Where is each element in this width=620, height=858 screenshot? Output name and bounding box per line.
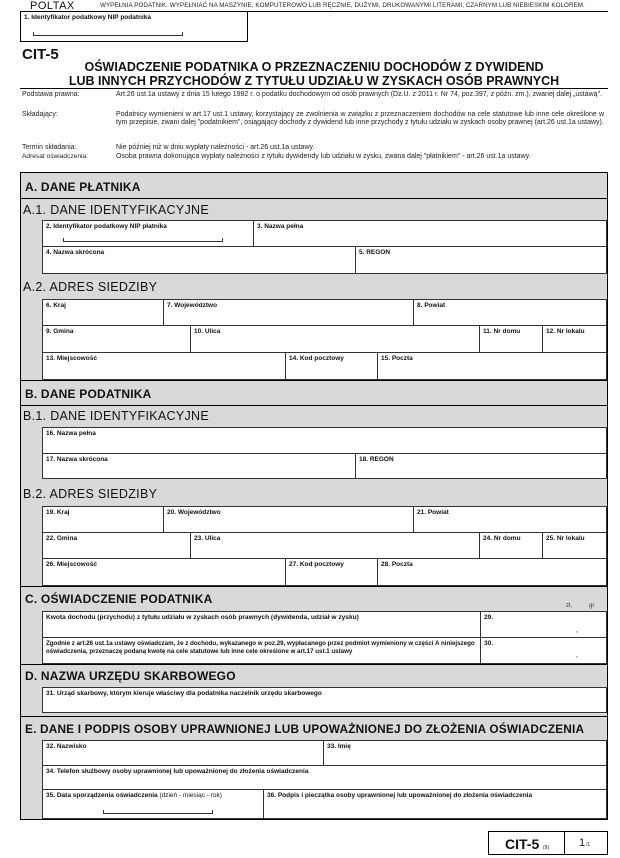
nip-input-ticks bbox=[33, 32, 183, 36]
date-field[interactable] bbox=[43, 790, 263, 818]
decimal-comma: , bbox=[576, 652, 578, 659]
payer-street-label: 10. Ulica bbox=[194, 328, 221, 335]
taxpayer-house-no-field[interactable] bbox=[479, 533, 542, 558]
phone-label: 34. Telefon służbowy osoby uprawnionej lub upoważnionej do złożenia oświadczenia bbox=[46, 768, 309, 775]
form-code: CIT-5 bbox=[22, 46, 59, 63]
section-b1-title: B.1. DANE IDENTYFIKACYJNE bbox=[23, 409, 210, 423]
taxpayer-full-name-field[interactable] bbox=[43, 428, 606, 453]
payer-postal-code-label: 14. Kod pocztowy bbox=[289, 355, 344, 362]
taxpayer-street-field[interactable] bbox=[190, 533, 479, 558]
payer-regon-label: 5. REGON bbox=[359, 249, 391, 256]
taxpayer-province-field[interactable] bbox=[163, 507, 413, 532]
divider bbox=[21, 664, 607, 665]
payer-district-field[interactable] bbox=[413, 300, 606, 325]
section-b2-title: B.2. ADRES SIEDZIBY bbox=[23, 487, 158, 501]
taxpayer-district-field[interactable] bbox=[413, 507, 606, 532]
section-d-title: D. NAZWA URZĘDU SKARBOWEGO bbox=[25, 669, 236, 683]
payer-municipality-label: 9. Gmina bbox=[46, 328, 74, 335]
deadline-text: Nie później niż w dniu wypłaty należności - art.26 ust.1a ustawy. bbox=[116, 144, 315, 151]
taxpayer-apartment-no-label: 25. Nr lokalu bbox=[546, 535, 585, 542]
section-a1-title: A.1. DANE IDENTYFIKACYJNE bbox=[23, 203, 210, 217]
page-title bbox=[20, 60, 608, 88]
payer-house-no-label: 11. Nr domu bbox=[483, 328, 521, 335]
taxpayer-city-field[interactable] bbox=[43, 559, 285, 585]
payer-nip-label: 2. Identyfikator podatkowy NIP płatnika bbox=[46, 223, 167, 230]
payer-short-name-field[interactable] bbox=[43, 247, 355, 273]
taxpayer-country-field[interactable] bbox=[43, 507, 163, 532]
basis-text: Art.26 ust.1a ustawy z dnia 15 lutego 1992 r. o podatku dochodowym od osób prawnych (Dz.U. z 2011 r. Nr 74, poz.397, z późn. zm.), zwanej dalej „ustawą". bbox=[116, 91, 603, 98]
taxpayer-apartment-no-field[interactable] bbox=[542, 533, 606, 558]
taxpayer-regon-field[interactable] bbox=[355, 454, 606, 478]
form-frame bbox=[20, 172, 608, 820]
taxpayer-full-name-label: 16. Nazwa pełna bbox=[46, 430, 96, 437]
taxpayer-province-label: 20. Województwo bbox=[167, 509, 221, 516]
taxpayer-postal-code-label: 27. Kod pocztowy bbox=[289, 561, 344, 568]
payer-post-office-field[interactable] bbox=[377, 353, 606, 379]
payer-country-field[interactable] bbox=[43, 300, 163, 325]
title-line-1: OŚWIADCZENIE PODATNIKA O PRZEZNACZENIU DOCHODÓW Z DYWIDEND bbox=[84, 60, 544, 74]
currency-zl-label: zł, bbox=[566, 603, 572, 609]
payer-address-box bbox=[42, 299, 607, 380]
title-line-2: LUB INNYCH PRZYCHODÓW Z TYTUŁU UDZIAŁU W ZYSKACH OSÓB PRAWNYCH bbox=[68, 74, 560, 88]
taxpayer-postal-code-field[interactable] bbox=[285, 559, 377, 585]
payer-country-label: 6. Kraj bbox=[46, 302, 66, 309]
divider bbox=[21, 198, 607, 199]
allocated-amount-field[interactable] bbox=[480, 638, 606, 663]
payer-id-box bbox=[42, 220, 607, 274]
taxpayer-regon-label: 18. REGON bbox=[359, 456, 394, 463]
payer-province-field[interactable] bbox=[163, 300, 413, 325]
allocated-amount-label: 30. bbox=[484, 640, 494, 647]
payer-post-office-label: 15. Poczta bbox=[381, 355, 413, 362]
section-e-title: E. DANE I PODPIS OSOBY UPRAWNIONEJ LUB UPOWAŻNIONEJ DO ZŁOŻENIA OŚWIADCZENIA bbox=[25, 722, 585, 736]
footer-page-number: 1 bbox=[579, 837, 586, 849]
fill-instruction: WYPEŁNIA PODATNIK. WYPEŁNIAĆ NA MASZYNIE, KOMPUTEROWO LUB RĘCZNIE, DUŻYMI, DRUKOWANYMI LITERAMI, CZARNYM LUB NIEBIESKIM KOLOREM. bbox=[100, 2, 585, 9]
taxpayer-nip-label: 1. Identyfikator podatkowy NIP podatnika bbox=[24, 14, 152, 21]
taxpayer-municipality-label: 22. Gmina bbox=[46, 535, 78, 542]
payer-regon-field[interactable] bbox=[355, 247, 606, 273]
filer-text: Podatnicy wymienieni w art.17 ust.1 ustawy, korzystający ze zwolnienia w związku z przeznaczeniem dochodów na cele statutowe lub inne cele określone w tym przepisie, zwani dalej "podatnikiem", osiągający dochody z dywidend lub inne przychody z tytułu udziału w zyskach osoby prawnej (art.26 ust.1a ustawy). bbox=[116, 111, 604, 127]
taxpayer-city-label: 26. Miejscowość bbox=[46, 561, 97, 568]
payer-province-label: 7. Województwo bbox=[167, 302, 218, 309]
divider bbox=[21, 405, 607, 406]
tax-office-label: 31. Urząd skarbowy, którym kieruje właściwy dla podatnika naczelnik urzędu skarbowego bbox=[46, 690, 322, 697]
payer-street-field[interactable] bbox=[190, 326, 479, 352]
income-amount-field[interactable] bbox=[480, 612, 606, 637]
payer-apartment-no-label: 12. Nr lokalu bbox=[546, 328, 585, 335]
footer-version: (9) bbox=[543, 845, 550, 851]
first-name-label: 33. Imię bbox=[327, 743, 351, 750]
taxpayer-municipality-field[interactable] bbox=[43, 533, 190, 558]
date-label: 35. Data sporządzenia oświadczenia bbox=[46, 792, 158, 799]
taxpayer-street-label: 23. Ulica bbox=[194, 535, 221, 542]
payer-city-field[interactable] bbox=[43, 353, 285, 379]
payer-apartment-no-field[interactable] bbox=[542, 326, 606, 352]
payer-nip-ticks bbox=[63, 238, 223, 242]
declaration-box bbox=[42, 611, 607, 664]
taxpayer-short-name-field[interactable] bbox=[43, 454, 355, 478]
signature-field[interactable] bbox=[263, 790, 606, 818]
income-amount-label: 29. bbox=[484, 614, 494, 621]
payer-short-name-label: 4. Nazwa skrócona bbox=[46, 249, 105, 256]
divider bbox=[21, 716, 607, 717]
currency-gr-label: gr bbox=[589, 603, 595, 609]
section-a2-title: A.2. ADRES SIEDZIBY bbox=[23, 280, 158, 294]
signatory-box bbox=[42, 740, 607, 819]
surname-field[interactable] bbox=[43, 741, 323, 765]
decimal-comma: , bbox=[576, 627, 578, 634]
payer-full-name-label: 3. Nazwa pełna bbox=[257, 223, 304, 230]
taxpayer-address-box bbox=[42, 506, 607, 586]
date-input-ticks bbox=[103, 810, 213, 814]
payer-postal-code-field[interactable] bbox=[285, 353, 377, 379]
allocation-statement-text: Zgodnie z art.26 ust.1a ustawy oświadczam, że z dochodu, wykazanego w poz.29, wypłacanego przez podmiot wymieniony w części A niniejszego oświadczenia, przeznaczę podaną kwotę na cele statutowe lub inne cele określone w art.17 ust.1 ustawy bbox=[46, 640, 475, 655]
addressee-label: Adresat oświadczenia: bbox=[22, 153, 88, 160]
section-c-title: C. OŚWIADCZENIE PODATNIKA bbox=[25, 592, 213, 606]
payer-nip-field[interactable] bbox=[43, 221, 253, 246]
payer-house-no-field[interactable] bbox=[479, 326, 542, 352]
payer-full-name-field[interactable] bbox=[253, 221, 606, 246]
section-a-title: A. DANE PŁATNIKA bbox=[25, 180, 141, 194]
section-b-title: B. DANE PODATNIKA bbox=[25, 387, 152, 401]
phone-field[interactable] bbox=[43, 766, 606, 789]
legal-info bbox=[20, 88, 608, 172]
taxpayer-country-label: 19. Kraj bbox=[46, 509, 70, 516]
addressee-text: Osoba prawna dokonująca wypłaty należności z tytułu dywidendy lub udziału w zysku, zwana dalej "płatnikiem" - art.26 ust.1a ustawy. bbox=[116, 153, 531, 160]
payer-city-label: 13. Miejscowość bbox=[46, 355, 97, 362]
footer-page-total: /1 bbox=[586, 842, 591, 848]
tax-office-field[interactable] bbox=[42, 687, 607, 713]
brand-label: POLTAX bbox=[30, 0, 75, 12]
income-amount-text: Kwota dochodu (przychodu) z tytułu udziału w zyskach osób prawnych (dywidenda, udział w zysku) bbox=[46, 614, 359, 621]
taxpayer-district-label: 21. Powiat bbox=[417, 509, 449, 516]
surname-label: 32. Nazwisko bbox=[46, 743, 87, 750]
first-name-field[interactable] bbox=[323, 741, 606, 765]
taxpayer-post-office-label: 28. Poczta bbox=[381, 561, 413, 568]
payer-district-label: 8. Powiat bbox=[417, 302, 446, 309]
taxpayer-house-no-label: 24. Nr domu bbox=[483, 535, 521, 542]
basis-label: Podstawa prawna: bbox=[22, 91, 80, 98]
payer-municipality-field[interactable] bbox=[43, 326, 190, 352]
taxpayer-nip-field[interactable] bbox=[20, 12, 248, 42]
footer-code-box bbox=[488, 831, 608, 855]
footer-form-code: CIT-5 bbox=[505, 836, 540, 852]
taxpayer-post-office-field[interactable] bbox=[377, 559, 606, 585]
signature-label: 36. Podpis i pieczątka osoby uprawnionej lub upoważnionej do złożenia oświadczenia bbox=[267, 792, 533, 799]
filer-label: Składający: bbox=[22, 111, 58, 118]
taxpayer-short-name-label: 17. Nazwa skrócona bbox=[46, 456, 108, 463]
taxpayer-id-box bbox=[42, 427, 607, 479]
divider bbox=[21, 380, 607, 381]
divider bbox=[21, 586, 607, 587]
deadline-label: Termin składania: bbox=[22, 144, 77, 151]
date-format-hint: (dzień - miesiąc - rok) bbox=[159, 792, 222, 799]
